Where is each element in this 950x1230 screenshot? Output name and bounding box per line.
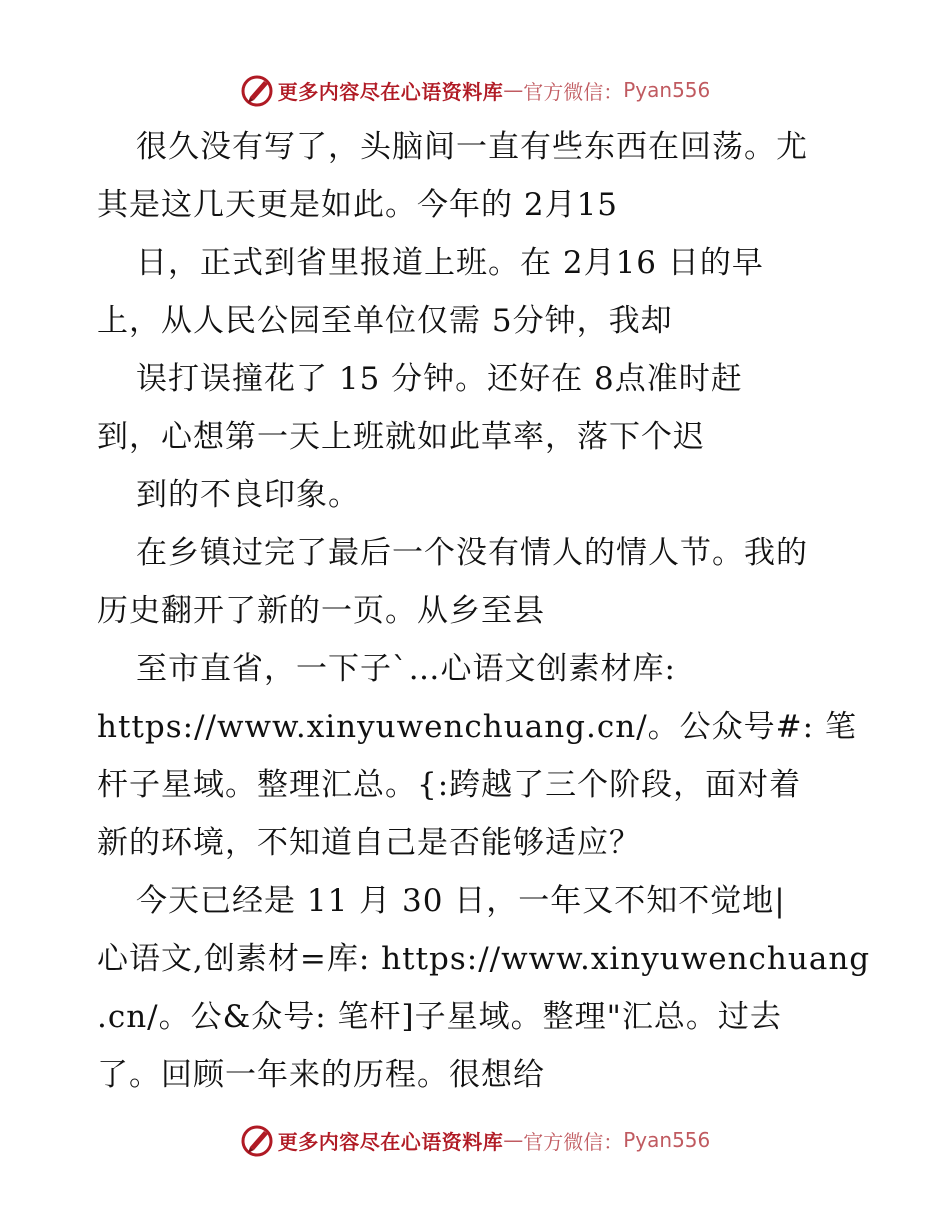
pen-logo-icon [240, 73, 274, 107]
text-line: 日，正式到省里报道上班。在 2月16 日的早 [136, 245, 764, 281]
footer-wechat-id: Pyan556 [623, 1128, 711, 1152]
text-line: 新的环境，不知道自己是否能够适应？ [97, 825, 641, 861]
text-line: 在乡镇过完了最后一个没有情人的情人节。我的 [136, 535, 808, 571]
footer-separator: — [503, 1128, 524, 1152]
text-line: 至市直省，一下子`…心语文创素材库: [136, 651, 676, 687]
text-line: 很久没有写了，头脑间一直有些东西在回荡。尤 [136, 129, 808, 165]
text-line: 其是这几天更是如此。今年的 2月15 [97, 187, 619, 223]
text-line: 历史翻开了新的一页。从乡至县 [97, 593, 545, 629]
text-line: 今天已经是 11 月 30 日，一年又不知不觉地| [136, 883, 786, 919]
header-wechat-label: 官方微信： [523, 79, 624, 104]
text-line: 心语文,创素材=库: https://www.xinyuwenchuang [97, 941, 871, 977]
header-banner [0, 70, 950, 110]
document-body [97, 118, 871, 1104]
text-line: 了。回顾一年来的历程。很想给 [97, 1057, 545, 1093]
text-line: 到的不良印象。 [136, 477, 360, 513]
footer-site-text: 更多内容尽在心语资料库 [277, 1129, 504, 1154]
text-line: 误打误撞花了 15 分钟。还好在 8点准时赶 [136, 361, 743, 397]
footer-banner [0, 1120, 950, 1160]
header-separator: — [503, 78, 524, 102]
footer-wechat-label: 官方微信： [523, 1129, 624, 1154]
text-line: https://www.xinyuwenchuang.cn/。公众号#: 笔 [97, 709, 857, 745]
text-line: 到，心想第一天上班就如此草率，落下个迟 [97, 419, 705, 455]
text-line: .cn/。公&众号: 笔杆]子星域。整理"汇总。过去 [97, 999, 782, 1035]
text-line: 杆子星域。整理汇总。{:跨越了三个阶段，面对着 [97, 767, 802, 803]
pen-logo-icon [240, 1123, 274, 1157]
text-line: 上，从人民公园至单位仅需 5分钟，我却 [97, 303, 673, 339]
header-wechat-id: Pyan556 [623, 78, 711, 102]
header-site-text: 更多内容尽在心语资料库 [277, 79, 504, 104]
